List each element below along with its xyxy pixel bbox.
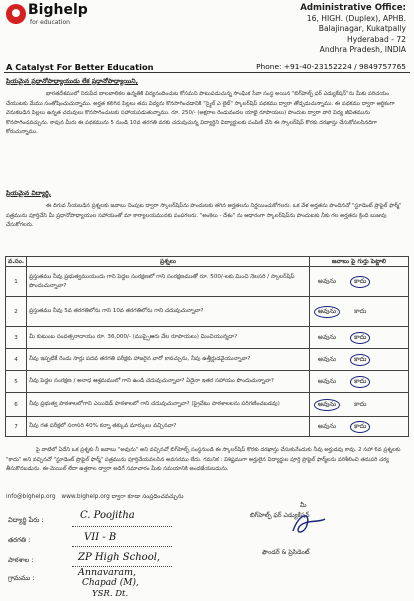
class-value[interactable]: VII - B <box>84 532 117 543</box>
answer-cell <box>309 393 408 417</box>
contact-line <box>6 493 184 501</box>
row-number: 6 <box>6 393 27 417</box>
question-text: ప్రస్తుతము నీవు ప్రభుత్వముయందు గాని పెద్దల సంరక్షణలో గాని సంరక్షణముతో రూ. 500/-లకు మించి నెలసరి / స్కాలర్‌షిప్ పొందుచున్నావా? <box>27 267 310 297</box>
answer-no[interactable]: కాదు <box>354 306 367 315</box>
header-questions: ప్రశ్నలు <box>27 257 310 267</box>
table-row <box>6 349 409 371</box>
answer-cell <box>309 267 408 297</box>
answer-cell <box>309 349 408 371</box>
instructions-paragraph: ఈ దిగువ నీయబడిన ప్రశ్నలకు జవాబు నింపుట ద్వారా స్కాలర్‌షిప్‌ను పొందుటకు తగిన అర్హతలను నిర్ణయించుకోగలరు. ఒక వేళ అర్హతను పొందినచో "స్టూడెంట్ ప్రొఫైల్ ఫార్మ్" పత్రమును పూర్తిచేసి మీ ప్రధానోపాధ్యాయుల సహాయంతో మా కార్యాలయమునకు పంపగలరు. "అంకెలు - దేశం" ను ఆధారంగా స్కాలర్‌షిప్‌ను పొందుటకు నీకు గల అర్హతను క్రింది బుజువు చేసుకోగలరు. <box>6 203 402 229</box>
question-text: మీ కుటుంబ సంవత్సరాదాయం రూ. 36,000/- (ముప్పైఆరు వేల రూపాయలు) మించియున్నదా? <box>27 327 310 349</box>
header-answer: జవాబు పై గుర్తు పెట్టాలి <box>309 257 408 267</box>
header-divider <box>4 72 410 73</box>
answer-cell <box>309 297 408 327</box>
row-number: 4 <box>6 349 27 371</box>
question-text: నీవు ప్రభుత్వ పాఠశాలలోగాని ఎయిడెడ్ పాఠశాలలో గాని చదువుచున్నావా? (ప్రైవేటు పాఠశాలలను పరిగణించబడవు) <box>27 393 310 417</box>
header-serial: వ.సం. <box>6 257 27 267</box>
label-student-name: విద్యార్థి పేరు : <box>8 516 44 524</box>
table-row <box>6 267 409 297</box>
table-row <box>6 371 409 393</box>
table-header-row <box>6 257 409 267</box>
question-text: ప్రస్తుతము నీవు 5వ తరగతిలోను గాని 10వ తరగతిలోను గాని చదువుచున్నావా? <box>27 297 310 327</box>
answer-yes[interactable]: అవును <box>317 421 337 430</box>
row-number: 1 <box>6 267 27 297</box>
answer-yes[interactable]: అవును <box>317 332 337 341</box>
website-note: www.bighelp.org ద్వారా కూడా సంప్రదించవచ్చును <box>61 494 184 500</box>
address-line: Andhra Pradesh, INDIA <box>319 45 406 55</box>
address-line: Hyderabad - 72 <box>347 34 406 44</box>
sign-off-label: మీ <box>300 502 307 509</box>
sign-off-title: ఫౌండర్ & ప్రెసిడెంట్ <box>262 549 310 556</box>
question-text: నీవు పెద్దల సంరక్షణ / అనాధ ఆశ్రమములో గాని ఉండి చదువుచున్నావా? ఏదైనా ఇతర సహాయం పొందుచున్నావా? <box>27 371 310 393</box>
name-underline <box>72 526 172 527</box>
village-value-line3[interactable]: YSR. Dt. <box>92 589 129 599</box>
row-number: 3 <box>6 327 27 349</box>
village-value-line1[interactable]: Annavaram, <box>78 567 137 578</box>
answer-yes[interactable]: అవును <box>317 276 337 285</box>
intro-paragraph: భారతదేశములో నిరుపేద బాలబాలికల ఉన్నతికి విద్యనందించుట కోసమని పాటుపడుచున్న సాంఘిక సేవా సంస్థ అయిన "బిగ్‌హెల్ప్ ఫర్ ఎడ్యుకేషన్"ను మీకు పరిచయం చేయుటకు మేము సంతోషించుచున్నాము. అర్హత కలిగిన పిల్లలు తమ విద్యను కొనసాగించడానికి "స్మైల్ ఎ లైట్" స్కాలర్‌షిప్ పథకము ద్వారా తోడ్పడుచున్నాము. ఈ పథకము ద్వారా ఆర్థికంగా వెనుకబడిన పిల్లలు ఉన్నత చదువులు కొనసాగించుటకు సహాయపడుతున్నాము. రూ. 250/- (అక్షరాల రెండువందల యాభై రూపాయలు) పొందుట ద్వారా వారి విద్య జీవితమును కొనసాగించవచ్చును. కావున మీరు ఈ పథకమును 5 నుండి 10వ తరగతి వరకు చదువుచున్న విద్యార్థిని విద్యార్థులకు పంపిణీ చేసి ఈ స్కాలర్‌షిప్ కొరకు దరఖాస్తు చేసుకోవలసినదిగా కోరుచున్నాము. <box>6 91 395 136</box>
row-number: 7 <box>6 417 27 437</box>
answer-cell <box>309 417 408 437</box>
village-value-line2[interactable]: Chapad (M), <box>82 578 139 588</box>
row-number: 5 <box>6 371 27 393</box>
student-name-value[interactable]: C. Poojitha <box>80 510 135 521</box>
email-link[interactable]: info@bighelp.org <box>6 494 56 500</box>
question-text: నీవు గత పరీక్షలో సరాసరి 40% కన్నా తక్కువ మార్కులు వచ్చినవా? <box>27 417 310 437</box>
answer-no[interactable]: కాదు <box>354 399 367 408</box>
salutation-headmaster: ప్రియమైన ప్రధానోపాధ్యాయుడు లేక ప్రధానోపాధ్యాయిని, <box>6 78 138 85</box>
answer-yes-circled[interactable]: అవును <box>314 399 340 411</box>
question-text: నీవు ఇప్పటికే రెండు సార్లు పదవ తరగతి పరీక్షకు హాజరైన వారో కావచ్చును, నీవు ఉత్తీర్ణుడవైయున్నావా? <box>27 349 310 371</box>
address-line: 16, HIGH. (Duplex), APHB. <box>306 13 406 23</box>
answer-yes[interactable]: అవును <box>317 354 337 363</box>
office-title: Administrative Office: <box>300 3 406 13</box>
label-class: తరగతి : <box>8 536 31 544</box>
answer-yes-circled[interactable]: అవును <box>314 306 340 318</box>
phone-number: Phone: +91-40-23152224 / 9849757765 <box>256 62 406 71</box>
label-village: గ్రామము : <box>8 574 35 582</box>
class-underline <box>72 546 172 547</box>
bighelp-logo <box>6 4 26 24</box>
table-row <box>6 327 409 349</box>
tagline: A Catalyst For Better Education <box>6 62 154 72</box>
answer-cell <box>309 327 408 349</box>
answer-no-circled[interactable]: కాదు <box>350 421 370 433</box>
label-school: పాఠశాల : <box>8 556 34 564</box>
closing-note: పై వాటిలో ఏదేని ఒక ప్రశ్నకు నీ జవాబు "అవును" అని వచ్చినచో బిగ్‌హెల్ప్ సంస్థనుండి ఈ స్కాలర్‌షిప్ కొరకు దరఖాస్తు చేసుకునేందుకు నీవు అర్హుడవు కావు. 2 సహా 6వ ప్రశ్నలకు "కాదు" అని వచ్చినచో "స్టూడెంట్ ప్రొఫైల్ ఫార్మ్" పత్రమును పూర్తిచేయవలసిన అవసరము లేదు. గమనిక : విశిష్టముగా అర్హులైన విద్యార్థుల పూర్తి ప్రొఫైల్ ఫార్మ్‌లను పరిశీలించి తదుపరి చర్య తీసుకొనబడును. ఈ-మెయిల్ లేదా ఉత్తరాల ద్వారా అడిగే సమాచారం మీకు సమయానికి అందజేయబడును. <box>6 447 401 473</box>
eligibility-table <box>5 256 409 437</box>
row-number: 2 <box>6 297 27 327</box>
brand-name: Bighelp <box>28 2 88 18</box>
salutation-student: ప్రియమైన విద్యార్థి, <box>6 190 52 197</box>
answer-no-circled[interactable]: కాదు <box>350 354 370 366</box>
table-row <box>6 393 409 417</box>
table-row <box>6 297 409 327</box>
answer-no-circled[interactable]: కాదు <box>350 276 370 288</box>
answer-no-circled[interactable]: కాదు <box>350 376 370 388</box>
sign-off-org: బిగ్‌హెల్ప్ ఫర్ ఎడ్యుకేషన్ <box>250 512 310 519</box>
signature-image <box>285 505 335 541</box>
answer-no-circled[interactable]: కాదు <box>350 332 370 344</box>
brand-subtitle: for education <box>30 19 70 26</box>
school-value[interactable]: ZP High School, <box>78 552 161 563</box>
answer-yes[interactable]: అవును <box>317 376 337 385</box>
answer-cell <box>309 371 408 393</box>
address-line: Balajinagar, Kukatpally <box>318 24 406 34</box>
table-row <box>6 417 409 437</box>
office-address <box>216 3 406 56</box>
